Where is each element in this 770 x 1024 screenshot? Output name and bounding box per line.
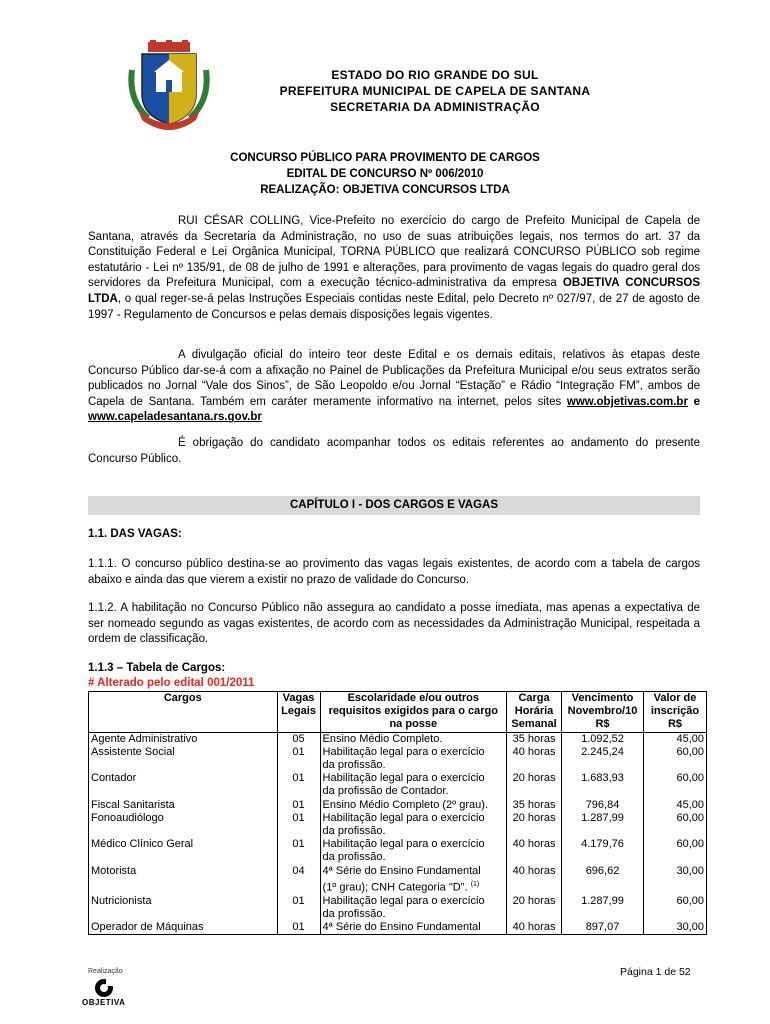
vagas-value: 04 [292, 864, 305, 877]
publication-text: A divulgação oficial do inteiro teor deste Edital e os demais editais, relativos às etapas deste Concurso Público dar-se-á com a afixação no Painel de Publicações da Prefeitura Municipal e/ou seus extratos serão publicados no Jornal “Vale dos Sinos”, de São Leopoldo e/ou Jornal “Estação” e Rádio “Integração FM”, ambos de Capela de Santana. Também em caráter meramente informativo na internet, pelos sites [88, 349, 700, 408]
col-escolaridade [320, 692, 507, 733]
cell-carga [507, 772, 562, 798]
cell-cargo [89, 772, 278, 798]
paragraph-1-1-2: 1.1.2. A habilitação no Concurso Público não assegura ao candidato a posse imediata, mas apenas a expectativa de ser nomeado segundo as vagas existentes, de acordo com as necessidades da Administração Municipal, respeitada a ordem de classificação. [88, 602, 700, 646]
requirement-text-cont: da profissão. [322, 825, 386, 838]
header-state: ESTADO DO RIO GRANDE DO SUL [331, 68, 539, 82]
objetiva-logo-text: OBJETIVA [82, 998, 126, 1007]
cell-escolaridade [320, 799, 507, 812]
cell-escolaridade [320, 732, 507, 746]
intro-text-cont: , o qual reger-se-á pelas Instruções Especiais contidas neste Edital, pelo Decreto nº 027/97, de 27 de agosto de 1997 - Regulamento de Concursos e pelas demais disposições legais vigentes. [88, 292, 700, 321]
requirement-text: 4ª Série do Ensino Fundamental [322, 921, 481, 934]
cell-carga [507, 921, 562, 935]
col-cargos-label: Cargos [163, 692, 202, 704]
vagas-value: 01 [292, 811, 305, 824]
table-row [89, 746, 707, 772]
cell-escolaridade [320, 746, 507, 772]
vagas-value: 05 [292, 732, 305, 745]
cell-vencimento [562, 812, 644, 838]
col-venc-l2: Novembro/10 [567, 705, 638, 718]
requirement-text-cont: da profissão. [322, 907, 386, 920]
intro-text: RUI CÉSAR COLLING, Vice-Prefeito no exercício do cargo de Prefeito Municipal de Capela de Santana, através da Secretaria da Administração, no uso de suas atribuições legais, nos termos do art. 37 da Constituição Federal e Lei Orgânica Municipal, TORNA PÚBLICO que realizará CONCURSO PÚBLICO sob regime estatutário - Lei nº 135/91, de 08 de julho de 1991 e alterações, para provimento de vagas legais do quadro geral dos servidores da Prefeitura Municipal, com a execução técnico-administrativa da empresa [88, 215, 700, 290]
vagas-value: 01 [292, 838, 305, 851]
header-prefecture: PREFEITURA MUNICIPAL DE CAPELA DE SANTANA [279, 84, 591, 98]
carga-value: 35 horas [512, 798, 556, 811]
cell-vencimento [562, 799, 644, 812]
col-valor-l2: inscrição [650, 705, 700, 718]
cell-cargo [89, 838, 278, 864]
cell-escolaridade [320, 921, 507, 935]
requirement-text: Habilitação legal para o exercício [322, 838, 485, 851]
requirement-text-cont: da profissão. [322, 851, 386, 864]
table-heading: 1.1.3 – Tabela de Cargos: [88, 662, 226, 674]
cargo-name: Fiscal Sanitarista [91, 798, 175, 811]
cell-vagas [277, 732, 320, 746]
cell-vagas [277, 838, 320, 864]
vagas-value: 01 [292, 894, 305, 907]
valor-value: 60,00 [676, 772, 704, 785]
vencimento-value: 2.245,24 [581, 745, 624, 758]
table-row [89, 812, 707, 838]
cell-cargo [89, 732, 278, 746]
table-row [89, 799, 707, 812]
col-vencimento [562, 692, 644, 733]
cell-carga [507, 799, 562, 812]
vencimento-value: 696,62 [585, 864, 620, 877]
cargo-name: Contador [91, 772, 137, 785]
carga-value: 35 horas [512, 732, 556, 745]
cell-vencimento [562, 838, 644, 864]
cell-valor [644, 812, 707, 838]
cell-carga [507, 746, 562, 772]
valor-value: 45,00 [676, 732, 704, 745]
cell-vagas [277, 799, 320, 812]
requirement-text: 4ª Série do Ensino Fundamental [322, 864, 481, 877]
valor-value: 30,00 [676, 921, 704, 934]
cell-carga [507, 865, 562, 895]
table-row [89, 732, 707, 746]
cell-vagas [277, 746, 320, 772]
cell-valor [644, 772, 707, 798]
cell-valor [644, 746, 707, 772]
vencimento-value: 1.092,52 [581, 732, 624, 745]
valor-value: 60,00 [676, 838, 704, 851]
cell-carga [507, 895, 562, 921]
carga-value: 40 horas [512, 838, 556, 851]
cell-escolaridade [320, 812, 507, 838]
footnote-ref: (1) [470, 880, 480, 888]
carga-value: 40 horas [512, 864, 556, 877]
cell-carga [507, 812, 562, 838]
cell-escolaridade [320, 772, 507, 798]
cargo-name: Operador de Máquinas [91, 921, 204, 934]
valor-value: 60,00 [676, 811, 704, 824]
table-row [89, 895, 707, 921]
cell-vagas [277, 895, 320, 921]
table-row [89, 838, 707, 864]
vagas-value: 01 [292, 745, 305, 758]
valor-value: 30,00 [676, 864, 704, 877]
vencimento-value: 897,07 [585, 921, 620, 934]
table-row [89, 772, 707, 798]
cell-escolaridade [320, 895, 507, 921]
col-cargos [89, 692, 278, 733]
cargo-name: Médico Clínico Geral [91, 838, 194, 851]
cell-vencimento [562, 865, 644, 895]
company-name: OBJETIVA CONCURSOS LTDA [88, 277, 700, 305]
intro-paragraph-1 [88, 214, 700, 323]
cell-valor [644, 921, 707, 935]
carga-value: 40 horas [512, 745, 556, 758]
cell-cargo [89, 799, 278, 812]
col-vagas-l2: Legais [281, 705, 316, 718]
cell-vencimento [562, 746, 644, 772]
vencimento-value: 1.287,99 [581, 811, 624, 824]
vencimento-value: 1.683,93 [581, 772, 624, 785]
cell-valor [644, 799, 707, 812]
col-esc-l3: na posse [389, 718, 438, 731]
col-venc-l1: Vencimento [571, 692, 634, 704]
chapter-heading: CAPÍTULO I - DOS CARGOS E VAGAS [88, 496, 700, 515]
capela-link[interactable]: www.capeladesantana.rs.gov.br [88, 411, 262, 424]
cell-cargo [89, 895, 278, 921]
amendment-note: # Alterado pelo edital 001/2011 [88, 677, 255, 689]
requirement-text: Habilitação legal para o exercício [322, 772, 485, 785]
cell-escolaridade [320, 838, 507, 864]
paragraph-1-1-1: 1.1.1. O concurso público destina-se ao provimento das vagas legais existentes, de acordo com a tabela de cargos abaixo e ainda das que vierem a existir no prazo de validade do Concurso. [88, 558, 700, 586]
cell-valor [644, 895, 707, 921]
requirement-text: Ensino Médio Completo. [322, 732, 443, 745]
cell-cargo [89, 746, 278, 772]
requirement-text: Ensino Médio Completo (2º grau). [322, 798, 488, 811]
vagas-value: 01 [292, 798, 305, 811]
doc-title: CONCURSO PÚBLICO PARA PROVIMENTO DE CARGOS [230, 152, 540, 164]
cell-vencimento [562, 772, 644, 798]
page-number: Página 1 de 52 [620, 966, 691, 978]
col-vagas [277, 692, 320, 733]
col-valor-l3: R$ [667, 718, 683, 731]
col-carga-l3: Semanal [511, 718, 557, 731]
carga-value: 20 horas [512, 811, 556, 824]
vagas-value: 01 [292, 921, 305, 934]
cell-valor [644, 732, 707, 746]
objetivas-link[interactable]: www.objetivas.com.br [566, 395, 688, 408]
cell-vagas [277, 772, 320, 798]
valor-value: 45,00 [676, 798, 704, 811]
cargo-name: Agente Administrativo [91, 732, 198, 745]
intro-paragraph-2 [88, 348, 700, 426]
cell-vencimento [562, 895, 644, 921]
col-vagas-l1: Vagas [282, 692, 315, 704]
municipal-crest-icon [128, 40, 210, 132]
col-carga-l1: Carga [518, 692, 550, 704]
positions-table [88, 691, 707, 935]
col-carga [507, 692, 562, 733]
cargo-name: Fonoaudiólogo [91, 811, 164, 824]
cell-carga [507, 732, 562, 746]
table-header-row [89, 692, 707, 733]
header-secretariat: SECRETARIA DA ADMINISTRAÇÃO [330, 100, 540, 114]
requirement-text: Habilitação legal para o exercício [322, 745, 485, 758]
realizacao-line: REALIZAÇÃO: OBJETIVA CONCURSOS LTDA [260, 184, 510, 196]
cell-cargo [89, 921, 278, 935]
cell-vencimento [562, 921, 644, 935]
cell-valor [644, 865, 707, 895]
cell-vagas [277, 812, 320, 838]
carga-value: 20 horas [512, 772, 556, 785]
cell-vencimento [562, 732, 644, 746]
vagas-value: 01 [292, 772, 305, 785]
valor-value: 60,00 [676, 894, 704, 907]
valor-value: 60,00 [676, 745, 704, 758]
cell-carga [507, 838, 562, 864]
requirement-text-cont: (1º grau); CNH Categoria "D". [322, 881, 468, 894]
requirement-text: Habilitação legal para o exercício [322, 811, 485, 824]
col-valor [644, 692, 707, 733]
realizacao-label: Realização [88, 968, 123, 975]
cargo-name: Assistente Social [91, 745, 175, 758]
carga-value: 40 horas [512, 921, 556, 934]
cell-vagas [277, 921, 320, 935]
vencimento-value: 1.287,99 [581, 894, 624, 907]
col-valor-l1: Valor de [653, 692, 697, 704]
edital-number: EDITAL DE CONCURSO Nº 006/2010 [286, 168, 484, 180]
cell-escolaridade [320, 865, 507, 895]
col-carga-l2: Horária [514, 705, 554, 718]
col-esc-l1: Escolaridade e/ou outros [347, 692, 479, 704]
cargo-name: Nutricionista [91, 894, 152, 907]
link-conjunction: e [687, 395, 700, 408]
table-row [89, 921, 707, 935]
vencimento-value: 4.179,76 [581, 838, 624, 851]
vencimento-value: 796,84 [585, 798, 620, 811]
carga-value: 20 horas [512, 894, 556, 907]
section-vagas: 1.1. DAS VAGAS: [88, 528, 182, 540]
cell-vagas [277, 865, 320, 895]
requirement-text-cont: da profissão de Contador. [322, 785, 449, 798]
cell-valor [644, 838, 707, 864]
intro-paragraph-3: É obrigação do candidato acompanhar todos os editais referentes ao andamento do presente Concurso Público. [88, 437, 700, 465]
requirement-text-cont: da profissão. [322, 759, 386, 772]
table-row [89, 865, 707, 895]
requirement-text: Habilitação legal para o exercício [322, 894, 485, 907]
cargo-name: Motorista [91, 864, 137, 877]
cell-cargo [89, 812, 278, 838]
cell-cargo [89, 865, 278, 895]
col-esc-l2: requisitos exigidos para o cargo [328, 705, 498, 718]
col-venc-l3: R$ [595, 718, 610, 731]
